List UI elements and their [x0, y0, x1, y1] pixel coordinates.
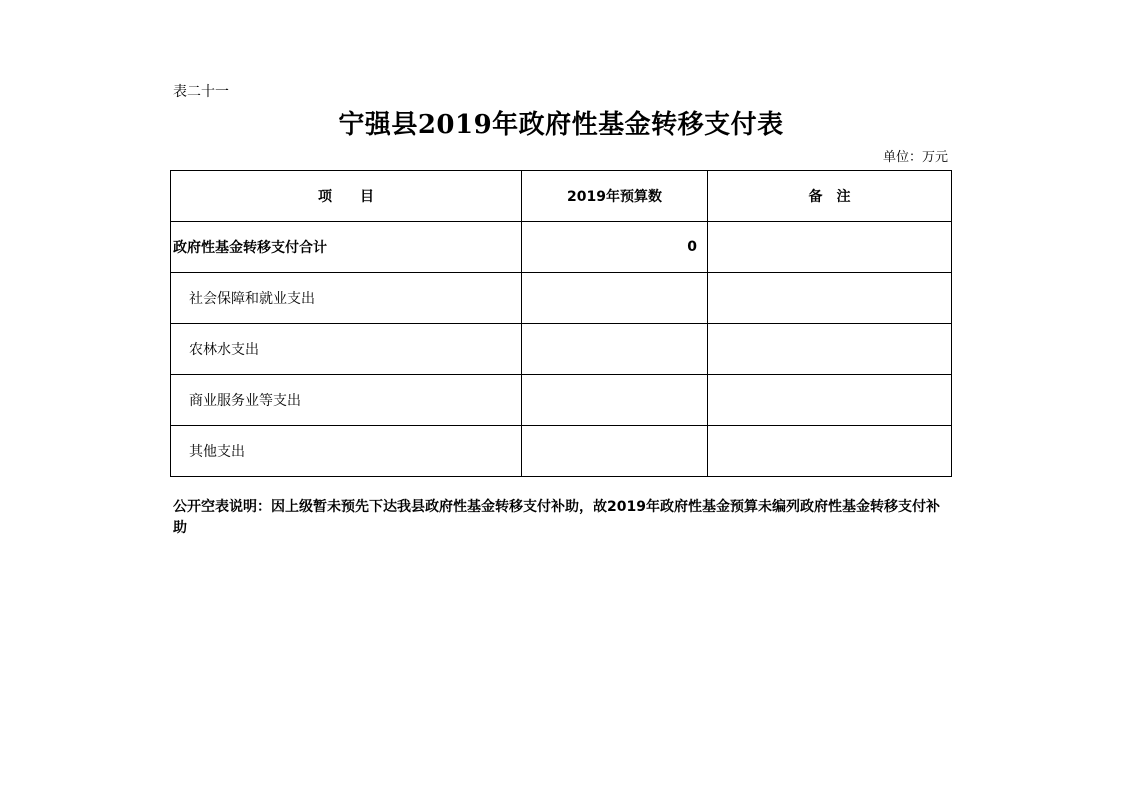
table-row	[171, 273, 952, 324]
row-note-cell	[708, 375, 952, 426]
table-number: 表二十一	[173, 84, 229, 100]
row-item-cell: 商业服务业等支出	[171, 375, 522, 426]
row-amount-cell	[522, 375, 708, 426]
table-row	[171, 375, 952, 426]
row-amount-cell	[522, 324, 708, 375]
row-note-cell	[708, 324, 952, 375]
row-note-cell	[708, 273, 952, 324]
table-row	[171, 426, 952, 477]
total-row	[171, 222, 952, 273]
row-note-cell	[708, 426, 952, 477]
row-item-cell: 社会保障和就业支出	[171, 273, 522, 324]
table-row	[171, 324, 952, 375]
total-amount-cell: 0	[522, 222, 708, 273]
unit-label: 单位：万元	[882, 150, 948, 165]
header-note: 备 注	[708, 171, 952, 222]
footnote: 公开空表说明：因上级暂未预先下达我县政府性基金转移支付补助，故2019年政府性基金预算未编列政府性基金转移支付补助	[173, 499, 940, 536]
row-amount-cell	[522, 273, 708, 324]
total-item-cell: 政府性基金转移支付合计	[171, 222, 522, 273]
page-title: 宁强县2019年政府性基金转移支付表	[338, 110, 784, 140]
row-item-cell: 其他支出	[171, 426, 522, 477]
header-amount: 2019年预算数	[522, 171, 708, 222]
total-note-cell	[708, 222, 952, 273]
table-header-row	[171, 171, 952, 222]
header-item: 项 目	[171, 171, 522, 222]
budget-table	[170, 170, 952, 477]
row-item-cell: 农林水支出	[171, 324, 522, 375]
row-amount-cell	[522, 426, 708, 477]
